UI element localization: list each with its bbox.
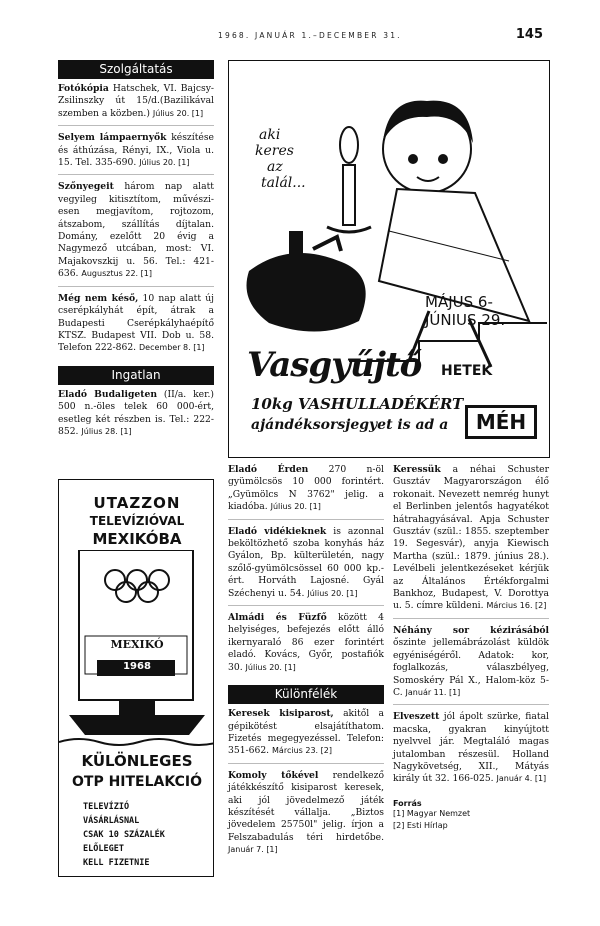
otp-advertisement bbox=[58, 479, 214, 877]
ad-lead: Keresek kisiparost, bbox=[228, 708, 334, 720]
sources-title: Forrás bbox=[393, 798, 422, 808]
classified-ad bbox=[228, 464, 384, 520]
meh-logo: MÉH bbox=[465, 405, 537, 439]
ad-lead: Néhány sor kézirásából bbox=[393, 624, 549, 636]
real-estate-list bbox=[58, 389, 214, 444]
ad-date-source: Július 20. [1] bbox=[245, 662, 296, 672]
otp-ad-line1: UTAZZON bbox=[93, 494, 181, 512]
otp-ad-line3: MEXIKÓBA bbox=[92, 530, 182, 548]
ad-date-source: Január 7. [1] bbox=[228, 845, 278, 855]
ad-lead: Eladó Érden bbox=[228, 464, 309, 475]
dates-line: JÚNIUS 29. bbox=[425, 311, 506, 329]
ad-date-source: Július 20. [1] bbox=[307, 588, 358, 598]
ad-text: készítése és áthúzása, Rényi, IX., Viola u. 15. Tel. 335-690. bbox=[58, 132, 214, 169]
slogan-line: talál... bbox=[261, 175, 306, 191]
otp-ad-line5: OTP HITELAKCIÓ bbox=[72, 774, 202, 790]
ad-lead: Még nem késő, bbox=[58, 292, 139, 304]
campaign-title: Vasgyűjtő bbox=[247, 345, 422, 385]
slogan-line: az bbox=[267, 159, 283, 175]
ad-date-source: Július 20. [1] bbox=[139, 158, 190, 168]
real-estate-list-continued bbox=[228, 464, 384, 679]
classified-ad bbox=[228, 770, 384, 862]
otp-ad-list-item: ELŐLEGET bbox=[83, 844, 124, 854]
ad-date-source: Január 4. [1] bbox=[496, 774, 547, 784]
section-heading-real-estate: Ingatlan bbox=[58, 366, 214, 385]
ad-lead: Almádi és Füzfő bbox=[228, 612, 327, 624]
classified-ad bbox=[58, 293, 214, 360]
otp-ad-list-item: TELEVÍZIÓ bbox=[83, 802, 130, 812]
section-heading-misc: Különfélék bbox=[228, 685, 384, 704]
ad-text: akitől a gépikötést elsajátíthatom. Fizetés megegyezéssel. Telefon: 351-662. bbox=[228, 708, 384, 757]
otp-ad-line4: KÜLÖNLEGES bbox=[81, 752, 193, 770]
offer-line2: ajándéksorsjegyet is ad a bbox=[251, 417, 449, 433]
slogan bbox=[247, 127, 306, 191]
meh-advertisement bbox=[228, 60, 550, 458]
ad-text: őszinte jellemábrázolást küldök egyéniségéről. Adatok: kor, foglalkozás, válaszbélyeg, Somoskéry Pál X., Halom-köz 5-C. bbox=[393, 637, 549, 698]
otp-ad-list bbox=[83, 800, 165, 870]
ad-text: Hatschek, VI. Bajcsy-Zsilinszky út 15/d.(Bazilikával szemben a közben.) bbox=[58, 83, 214, 119]
campaign-dates bbox=[425, 293, 505, 329]
column-middle bbox=[228, 464, 384, 868]
ad-lead: Komoly tőkével bbox=[228, 769, 319, 781]
classified-ad bbox=[228, 708, 384, 764]
section-heading-services: Szolgáltatás bbox=[58, 60, 214, 79]
ad-date-source: Július 20. [1] bbox=[270, 502, 321, 512]
source-item: [1] Magyar Nemzet bbox=[393, 808, 471, 818]
otp-ad-list-item: CSAK 10 SZÁZALÉK bbox=[83, 830, 165, 840]
ad-date-source: Augusztus 22. [1] bbox=[81, 269, 152, 279]
otp-ad-list-item: VÁSÁRLÁSNAL bbox=[83, 816, 140, 826]
ad-lead: Eladó vidékieknek bbox=[228, 525, 327, 537]
badge-year: 1968 bbox=[123, 661, 151, 672]
ad-text: (II/a. ker.) 500 n.-öles telek 60 000-ért, esetleg két részben is. Tel.: 222-852. bbox=[58, 388, 214, 437]
ad-date-source: Július 28. [1] bbox=[81, 426, 132, 436]
ad-text: rendelkező játékkészítő kisiparost keresek, aki jól jövedelmező játék készítését vállalja. „Biztos jövedelem 25750l" jelig. írjon a Felszabadulás téri hirdetőbe. bbox=[228, 769, 384, 843]
classified-ad bbox=[228, 612, 384, 679]
campaign-weeks: HETEK bbox=[441, 363, 493, 379]
column-right bbox=[393, 464, 549, 832]
ad-lead: Szőnyegeit bbox=[58, 181, 114, 193]
ad-date-source: Január 11. [1] bbox=[405, 687, 461, 697]
classified-ad bbox=[228, 526, 384, 606]
dates-line: MÁJUS 6- bbox=[425, 293, 493, 311]
ad-date-source: Március 23. [2] bbox=[272, 746, 332, 756]
ad-text: a néhai Schuster Gusztáv Magyarországon élő rokonait. Nevezett nemrég hunyt el Berlinben jelentős hagyatékot hátrahagyásával. Apja Schuster Gusztáv (szül.: 1855. szeptember 19. Segesvár), anyja Kiewisch Martha (szül.: 1879. június 28.). Levélbeli jelentkezéseket kérjük az Általános Értékforgalmi Bankhoz, Budapest, V. Dorottya u. 5. címre küldeni. bbox=[393, 464, 549, 612]
ad-text: 270 n-öl gyümölcsös 10 000 forintért. „Gyümölcs N 3762" jelig. a kiadóba. bbox=[228, 464, 384, 513]
services-list bbox=[58, 83, 214, 360]
page-header bbox=[0, 0, 600, 46]
misc-list bbox=[228, 708, 384, 861]
ad-text: három nap alatt vegyileg kitisztítom, művészi-esen megjavítom, rojtozom, átszabom, szállítás díjtalan. Domány, ezelőtt 20 évig a Nagymező utcában, most: VI. Majakovszkij u. 56. Tel.: 421-636. bbox=[58, 181, 214, 280]
badge-title: MEXIKÓ bbox=[110, 638, 164, 651]
classified-ad bbox=[58, 83, 214, 126]
classified-ad bbox=[393, 625, 549, 705]
ad-date-source: Március 16. [2] bbox=[486, 601, 547, 611]
slogan-line: aki bbox=[259, 127, 281, 143]
otp-ad-line2: TELEVÍZIÓVAL bbox=[89, 514, 185, 528]
ad-lead: Eladó Budaligeten bbox=[58, 388, 157, 400]
classified-ad bbox=[58, 389, 214, 444]
ad-text: 10 nap alatt új cserépkályhát épít, átrak a Budapesti Cserépkályhaépítő KTSZ. Budapest VII. Dob u. 58. Telefon 222-862. bbox=[58, 292, 214, 354]
source-item: [2] Esti Hírlap bbox=[393, 820, 448, 830]
page-number: 145 bbox=[515, 27, 543, 42]
classified-ad bbox=[58, 132, 214, 175]
column-left bbox=[58, 60, 214, 449]
ad-date-source: December 8. [1] bbox=[139, 343, 205, 353]
olympic-rings-icon bbox=[105, 570, 169, 602]
misc-list-continued bbox=[393, 464, 549, 791]
classified-ad bbox=[58, 181, 214, 286]
offer-line1: 10kg VASHULLADÉKÉRT bbox=[251, 395, 464, 413]
ad-lead: Selyem lámpaernyők bbox=[58, 132, 167, 144]
ad-lead: Keressük bbox=[393, 464, 441, 475]
ad-date-source: Július 20. [1] bbox=[152, 108, 204, 118]
flame-icon bbox=[340, 127, 358, 163]
slogan-line: keres bbox=[255, 143, 294, 159]
otp-ad-list-item: KELL FIZETNIE bbox=[83, 858, 150, 868]
classified-ad bbox=[393, 711, 549, 790]
ad-text: jól ápolt szürke, fiatal macska, gyakran kinyújtott nyelvvel jár. Megtaláló magas jutalomban részesül. Holland Nagykövetség, XII., Mátyás király út 32. 166-025. bbox=[393, 711, 549, 785]
ad-lead: Fotókópia bbox=[58, 83, 109, 94]
classified-ad bbox=[393, 464, 549, 619]
ad-lead: Elveszett bbox=[393, 711, 440, 723]
ad-text: is azonnal beköltözhető szoba konyhás ház Gyálon, Bp. külterületén, nagy szőlő-gyümölcsössel 60 000 kp.-ért. Horváth Lajosné. Gyál Széchenyi u. 54. bbox=[228, 525, 384, 599]
ad-text: között 4 helyiséges, befejezés előtt álló ikernyaraló 86 ezer forintért eladó. Kovács, Győr, postafiók 30. bbox=[228, 612, 384, 673]
running-title: 1968. JANUÁR 1.–DECEMBER 31. bbox=[218, 31, 402, 40]
